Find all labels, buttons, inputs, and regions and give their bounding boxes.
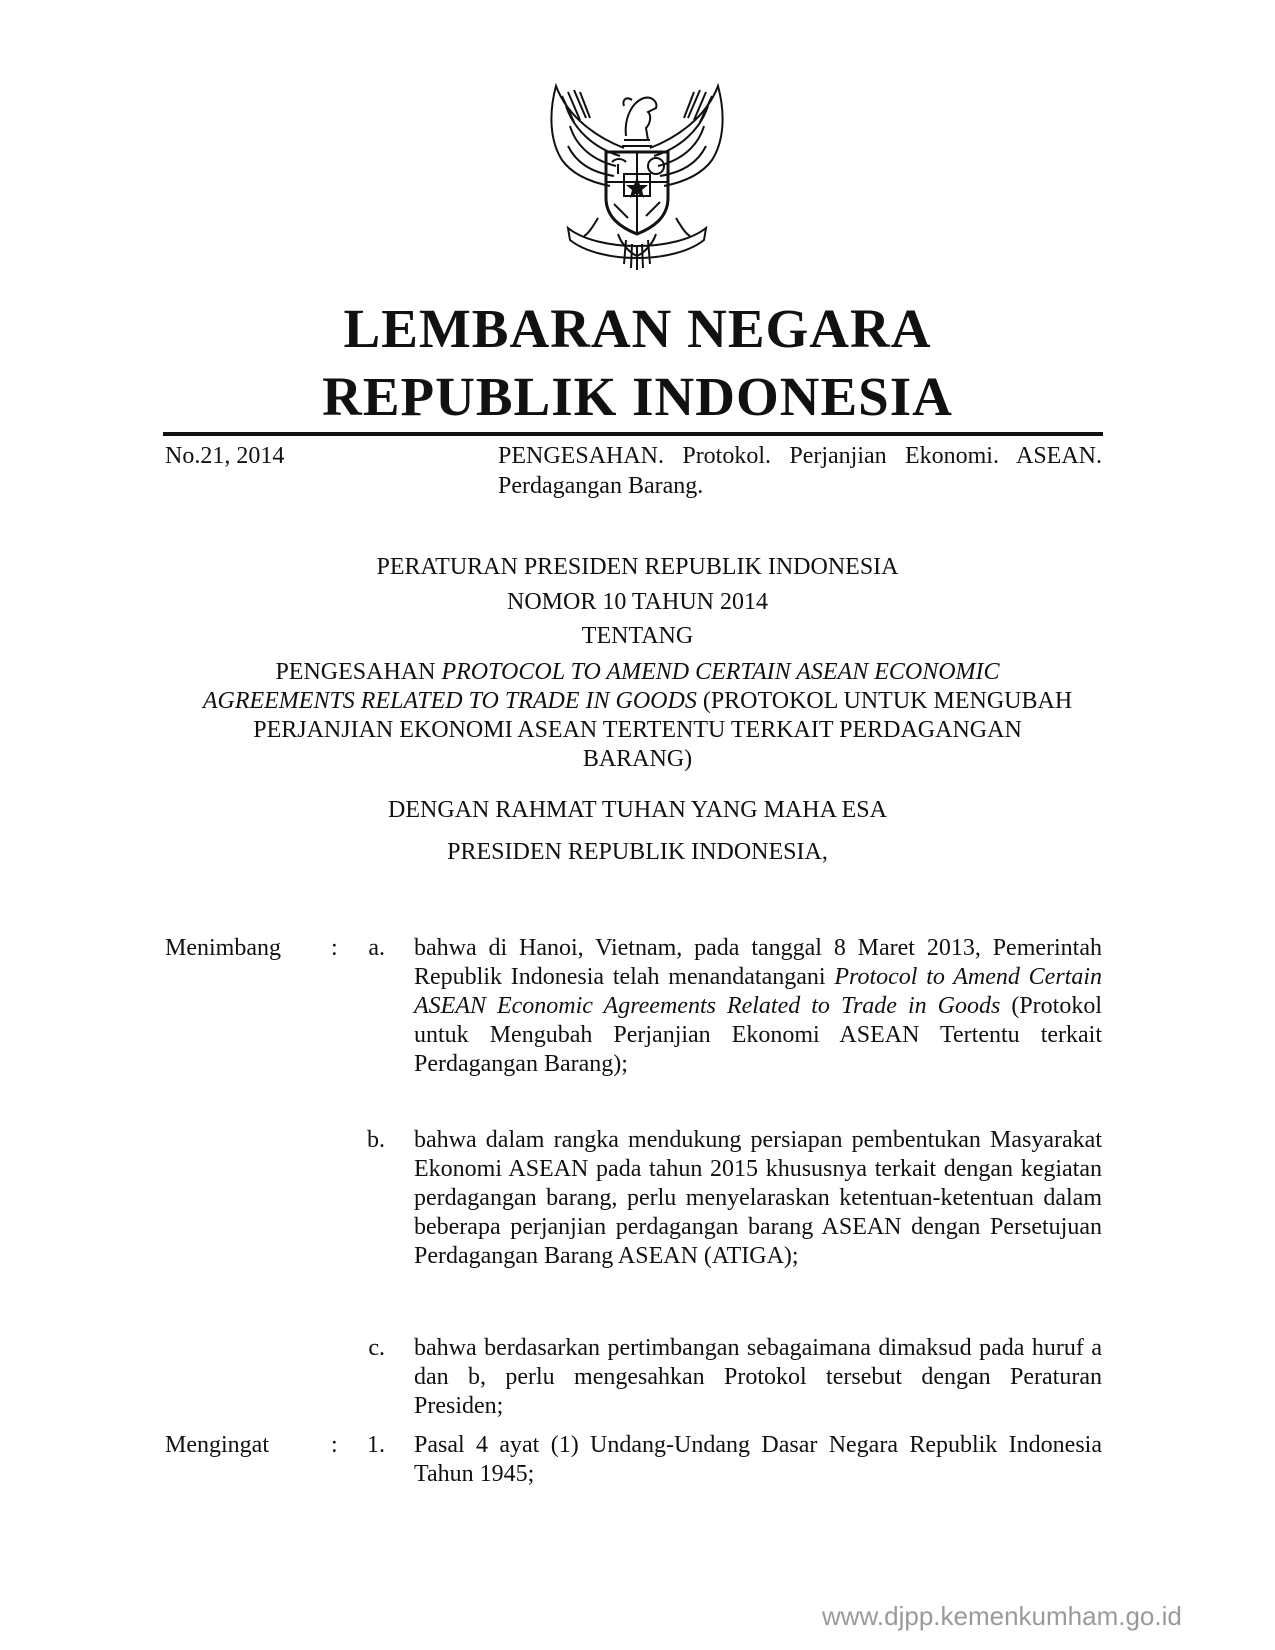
- menimbang-label: Menimbang: [165, 935, 281, 961]
- regulation-title-prefix: PENGESAHAN: [275, 659, 436, 685]
- mengingat-mark-1: 1.: [367, 1432, 385, 1458]
- menimbang-item-a: [414, 934, 1102, 1079]
- menimbang-mark-c: c.: [368, 1335, 385, 1361]
- menimbang-item-c: bahwa berdasarkan pertimbangan sebagaimana dimaksud pada huruf a dan b, perlu mengesahkan Protokol tersebut dengan Peraturan Presiden;: [414, 1335, 1102, 1419]
- regulation-type: PERATURAN PRESIDEN REPUBLIK INDONESIA: [376, 554, 899, 580]
- menimbang-item-a-italic: Protocol to Amend Certain ASEAN Economic Agreements Related to Trade in Goods: [414, 964, 1102, 1019]
- masthead-line-1: LEMBARAN NEGARA: [343, 298, 932, 359]
- watermark-link: www.djpp.kemenkumham.go.id: [822, 1601, 1182, 1631]
- menimbang-item-a-post: (Protokol untuk Mengubah Perjanjian Ekonomi ASEAN Tertentu terkait Perdagangan Barang);: [414, 993, 1103, 1077]
- blessing-line: DENGAN RAHMAT TUHAN YANG MAHA ESA: [388, 797, 887, 823]
- masthead-divider: [163, 432, 1103, 436]
- regulation-title-suffix: (PROTOKOL UNTUK MENGUBAH PERJANJIAN EKONOMI ASEAN TERTENTU TERKAIT PERDAGANGAN BARANG): [253, 688, 1073, 772]
- gazette-subject: PENGESAHAN. Protokol. Perjanjian Ekonomi. ASEAN. Perdagangan Barang.: [498, 443, 1102, 499]
- garuda-emblem-icon: [528, 78, 746, 274]
- mengingat-colon: :: [331, 1432, 338, 1458]
- menimbang-mark-b: b.: [367, 1127, 385, 1153]
- issuer-line: PRESIDEN REPUBLIK INDONESIA,: [447, 839, 828, 865]
- masthead-line-2: REPUBLIK INDONESIA: [322, 366, 953, 427]
- regulation-number: NOMOR 10 TAHUN 2014: [507, 589, 768, 615]
- menimbang-mark-a: a.: [368, 935, 385, 961]
- menimbang-item-a-pre: bahwa di Hanoi, Vietnam, pada tanggal 8 Maret 2013, Pemerintah Republik Indonesia telah menandatangani: [414, 935, 1102, 990]
- mengingat-label: Mengingat: [165, 1432, 269, 1458]
- menimbang-item-b: bahwa dalam rangka mendukung persiapan pembentukan Masyarakat Ekonomi ASEAN pada tahun 2015 khususnya terkait dengan kegiatan perdagangan barang, perlu menyelaraskan ketentuan-ketentuan dalam beberapa perjanjian perdagangan barang ASEAN dengan Persetujuan Perdagangan Barang ASEAN (ATIGA);: [414, 1127, 1102, 1269]
- gazette-number: No.21, 2014: [165, 443, 285, 469]
- menimbang-colon: :: [331, 935, 338, 961]
- regulation-title: [200, 658, 1075, 774]
- about-label: TENTANG: [581, 623, 694, 649]
- mengingat-item-1: Pasal 4 ayat (1) Undang-Undang Dasar Negara Republik Indonesia Tahun 1945;: [414, 1432, 1102, 1487]
- regulation-title-italic: PROTOCOL TO AMEND CERTAIN ASEAN ECONOMIC AGREEMENTS RELATED TO TRADE IN GOODS: [202, 659, 1000, 714]
